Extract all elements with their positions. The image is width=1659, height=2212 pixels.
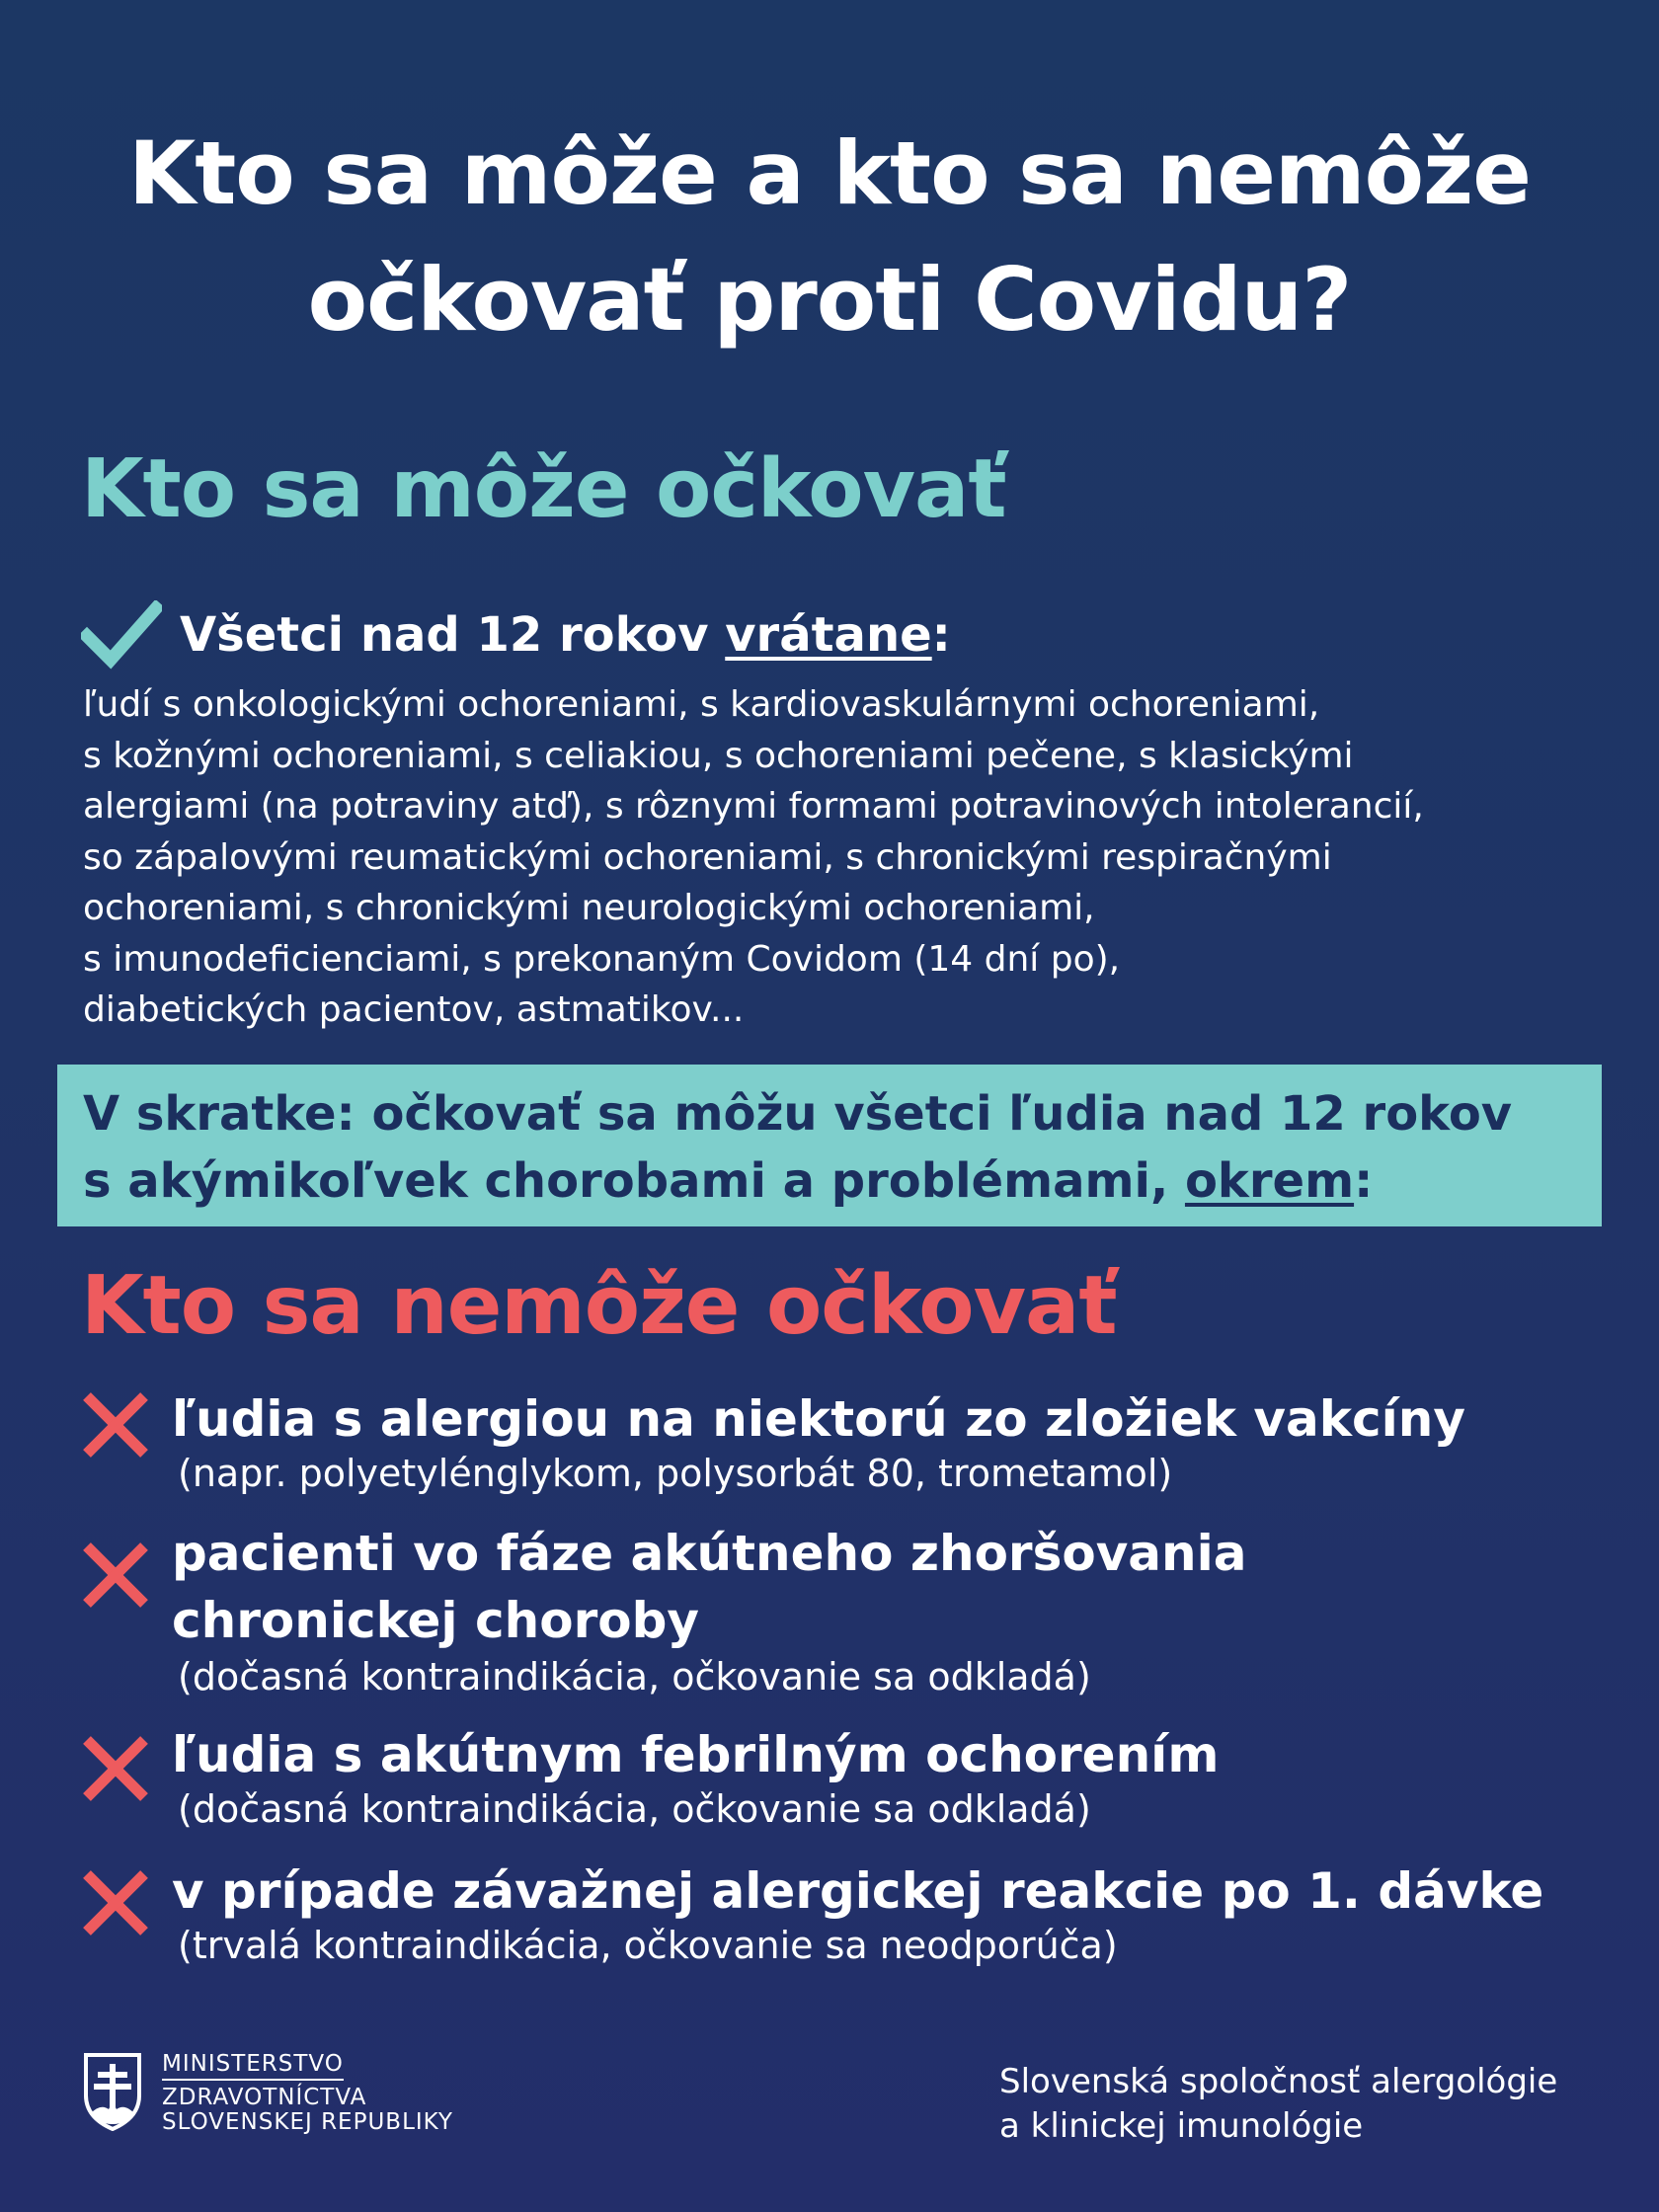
check-icon — [81, 600, 162, 670]
can-lead-emphasis: vrátane — [725, 607, 932, 663]
can-body-line: ľudí s onkologickými ochoreniami, s kardiovaskulárnymi ochoreniami, — [83, 684, 1320, 725]
item-note: (trvalá kontraindikácia, očkovanie sa neodporúča) — [178, 1924, 1118, 1967]
item-title: ľudia s alergiou na niektorú zo zložiek vakcíny — [172, 1390, 1465, 1448]
can-lead-text: Všetci nad 12 rokov — [180, 607, 709, 663]
item-title: ľudia s akútnym febrilným ochorením — [172, 1726, 1220, 1783]
item-title: v prípade závažnej alergickej reakcie po 1. dávke — [172, 1862, 1544, 1920]
summary-line-1: V skratke: očkovať sa môžu všetci ľudia nad 12 rokov — [83, 1086, 1513, 1142]
society-name — [999, 2060, 1557, 2149]
can-body-line: diabetických pacientov, astmatikov... — [83, 989, 745, 1030]
item-title-cont: chronickej choroby — [172, 1592, 699, 1649]
ministry-logo — [83, 2052, 453, 2135]
cross-icon — [81, 1734, 150, 1803]
can-lead — [81, 600, 951, 670]
summary-box — [57, 1065, 1602, 1226]
title-line-2: očkovať proti Covidu? — [307, 249, 1352, 351]
slovak-crest-icon — [83, 2052, 142, 2131]
list-item — [81, 1856, 1621, 1975]
can-body-line: s kožnými ochoreniami, s celiakiou, s ochoreniami pečene, s klasickými — [83, 735, 1354, 776]
item-note: (dočasná kontraindikácia, očkovanie sa odkladá) — [178, 1787, 1091, 1831]
summary-line-2 — [83, 1147, 1602, 1215]
cross-icon — [81, 1868, 150, 1937]
can-body-line: alergiami (na potraviny atď), s rôznymi formami potravinových intolerancií, — [83, 786, 1424, 827]
summary-line-2-text: s akýmikoľvek chorobami a problémami, — [83, 1153, 1185, 1209]
page-title — [0, 111, 1659, 363]
title-line-1: Kto sa môže a kto sa nemôže — [128, 122, 1531, 224]
list-item — [81, 1519, 1621, 1706]
cross-icon — [81, 1390, 150, 1460]
ministry-line-3: SLOVENSKEJ REPUBLIKY — [162, 2109, 453, 2135]
item-note: (dočasná kontraindikácia, očkovanie sa odkladá) — [178, 1655, 1091, 1698]
list-item — [81, 1720, 1621, 1839]
society-line-2: a klinickej imunológie — [999, 2106, 1364, 2146]
can-body-line: s imunodeficienciami, s prekonaným Covidom (14 dní po), — [83, 938, 1121, 980]
can-body-text — [83, 679, 1623, 1036]
society-line-1: Slovenská spoločnosť alergológie — [999, 2062, 1558, 2101]
cross-icon — [81, 1540, 150, 1610]
can-lead-label — [180, 607, 951, 663]
ministry-line-1: MINISTERSTVO — [162, 2052, 344, 2081]
can-body-line: ochoreniami, s chronickými neurologickými ochoreniami, — [83, 888, 1095, 928]
can-body-line: so zápalovými reumatickými ochoreniami, s chronickými respiračnými — [83, 836, 1332, 878]
item-title: pacienti vo fáze akútneho zhoršovania — [172, 1525, 1247, 1582]
can-vaccinate-heading: Kto sa môže očkovať — [81, 442, 1006, 536]
cannot-vaccinate-heading: Kto sa nemôže očkovať — [81, 1259, 1117, 1353]
list-item — [81, 1384, 1621, 1503]
ministry-name — [162, 2052, 453, 2135]
item-note: (napr. polyetylénglykom, polysorbát 80, trometamol) — [178, 1452, 1173, 1495]
summary-colon: : — [1354, 1153, 1374, 1209]
can-lead-colon: : — [931, 607, 951, 663]
summary-emphasis: okrem — [1184, 1153, 1355, 1209]
ministry-line-2: ZDRAVOTNÍCTVA — [162, 2085, 367, 2110]
